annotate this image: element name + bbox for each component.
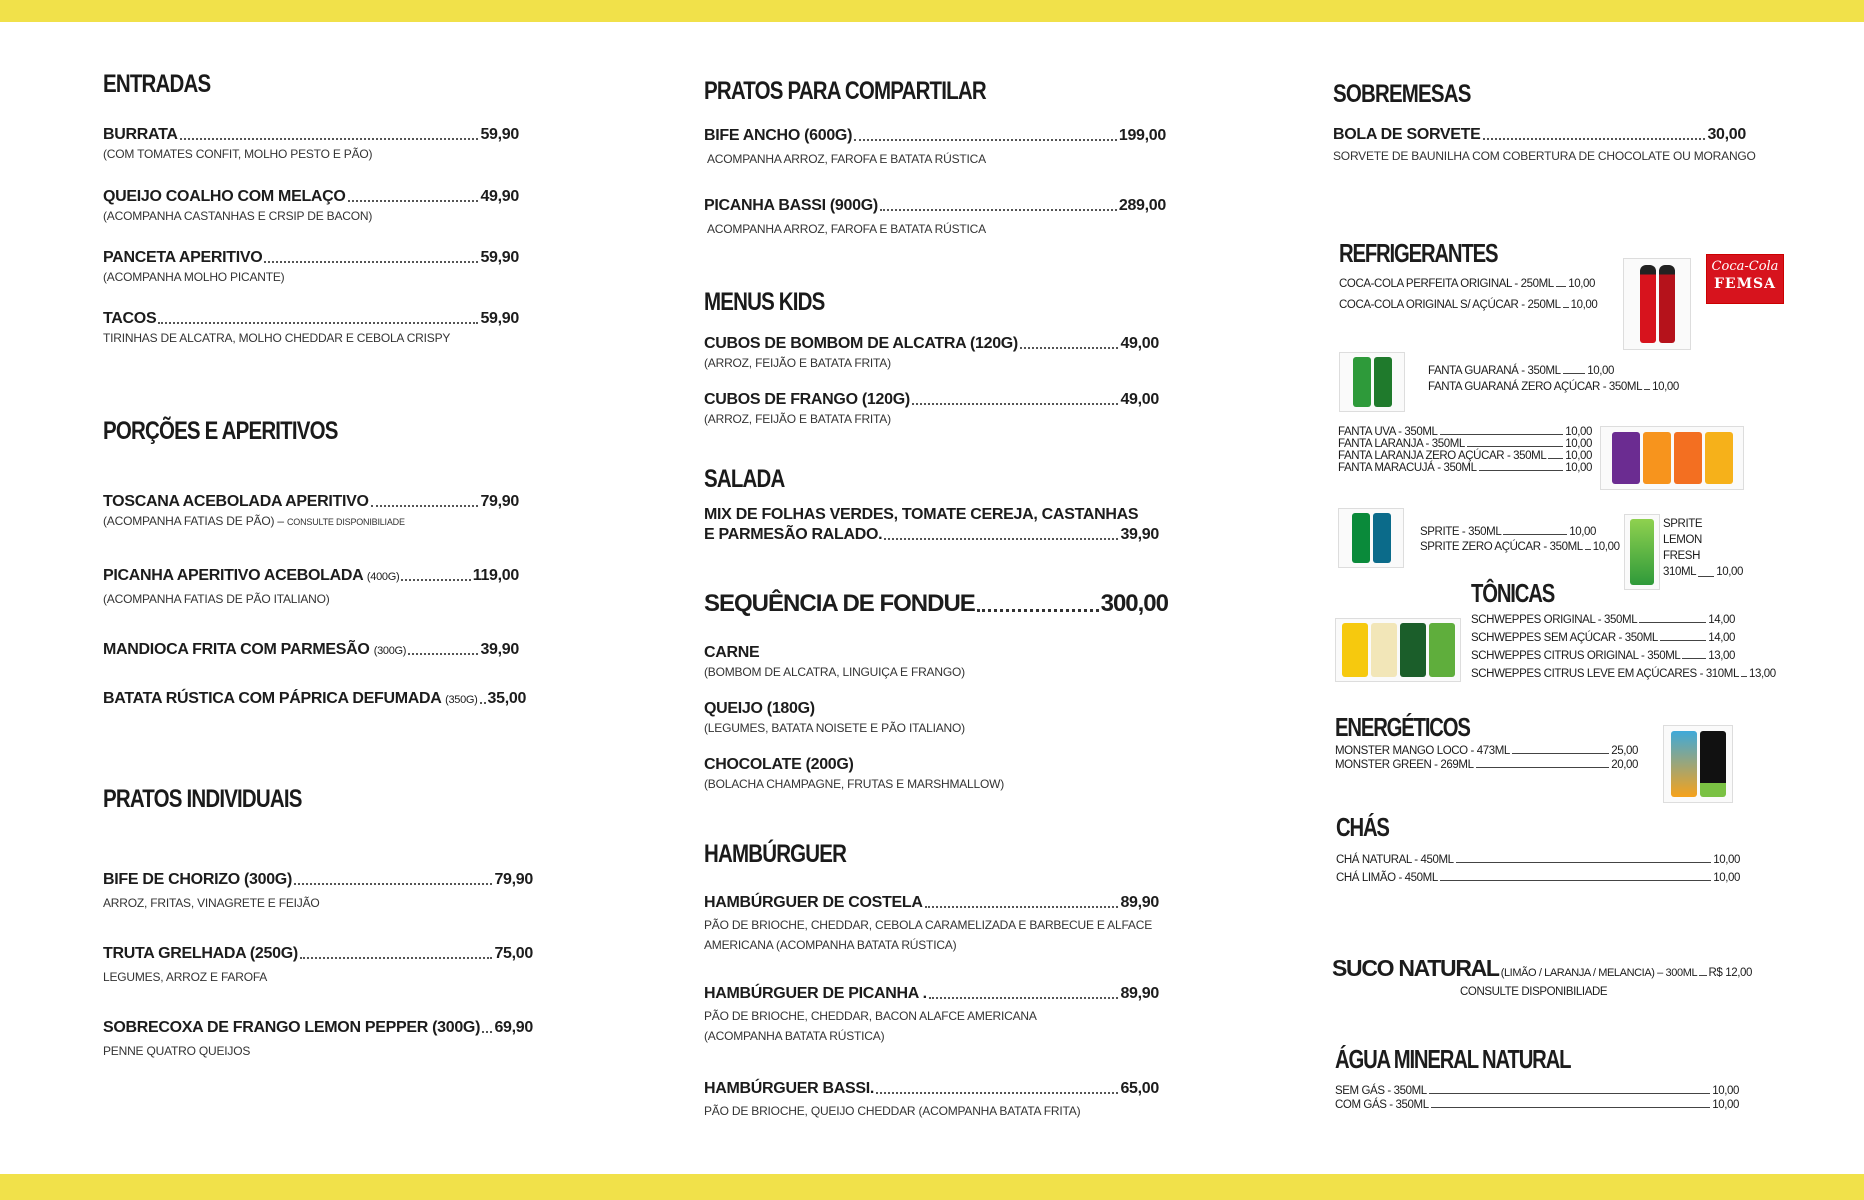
- section-title-fondue: SEQUÊNCIA DE FONDUE: [704, 590, 975, 617]
- item-name: SEM GÁS - 350ML: [1335, 1085, 1427, 1097]
- item-name: FANTA MARACUJÁ - 350ML: [1338, 462, 1477, 474]
- sprite-lemon-fresh-item: [1663, 516, 1743, 580]
- menu-item: [704, 894, 1159, 954]
- item-price: 10,00: [1569, 526, 1596, 538]
- item-name: FANTA GUARANÁ - 350ML: [1428, 365, 1561, 377]
- can-icon: [1429, 623, 1455, 677]
- menu-item: [704, 335, 1159, 371]
- top-yellow-band: [0, 0, 1864, 22]
- item-name: COM GÁS - 350ML: [1335, 1099, 1429, 1111]
- item-desc-2: (ACOMPANHA BATATA RÚSTICA): [704, 1029, 885, 1043]
- item-desc: (ARROZ, FEIJÃO E BATATA FRITA): [704, 356, 891, 370]
- menu-item: [103, 310, 519, 346]
- item-price: 30,00: [1707, 126, 1746, 143]
- can-icon: [1612, 432, 1640, 484]
- menu-item: [704, 197, 1166, 237]
- section-title-tonicas: TÔNICAS: [1471, 578, 1555, 608]
- menu-item: [1333, 126, 1756, 164]
- item-name: FANTA GUARANÁ ZERO AÇÚCAR - 350ML: [1428, 381, 1643, 393]
- can-icon: [1674, 432, 1702, 484]
- item-price: 10,00: [1592, 541, 1620, 553]
- item-price: 49,90: [480, 188, 519, 205]
- item-name: TOSCANA ACEBOLADA APERITIVO: [103, 493, 369, 510]
- section-title-agua: ÁGUA MINERAL NATURAL: [1335, 1044, 1571, 1074]
- fanta-cans-image: [1600, 426, 1744, 490]
- item-weight: (400G): [366, 571, 400, 583]
- section-title-individuais: PRATOS INDIVIDUAIS: [103, 785, 302, 813]
- fanta-guarana-list: [1428, 365, 1679, 393]
- item-desc: (COM TOMATES CONFIT, MOLHO PESTO E PÃO): [103, 147, 373, 161]
- item-name: PICANHA BASSI (900G): [704, 197, 878, 214]
- item-price: 119,00: [472, 567, 519, 584]
- chas-list: [1336, 854, 1740, 884]
- section-title-kids: MENUS KIDS: [704, 288, 825, 316]
- item-price: 79,90: [494, 871, 533, 888]
- item-desc: PÃO DE BRIOCHE, CHEDDAR, BACON ALAFCE AMERICANA: [704, 1009, 1037, 1023]
- sprite-list: [1420, 526, 1620, 553]
- item-desc: PÃO DE BRIOCHE, CHEDDAR, CEBOLA CARAMELIZADA E BARBECUE E ALFACE: [704, 918, 1152, 932]
- section-title-sobremesas: SOBREMESAS: [1333, 80, 1471, 108]
- can-icon: [1353, 357, 1371, 407]
- fanta-list: [1338, 426, 1592, 474]
- item-name: COCA-COLA ORIGINAL S/ AÇÚCAR - 250ML: [1339, 299, 1561, 311]
- item-price: 10,00: [1565, 450, 1592, 462]
- menu-item: [103, 567, 519, 607]
- item-name: HAMBÚRGUER BASSI.: [704, 1080, 875, 1097]
- item-desc: LEGUMES, ARROZ E FAROFA: [103, 970, 268, 984]
- item-price: 59,90: [480, 310, 519, 327]
- section-title-chas: CHÁS: [1336, 812, 1389, 842]
- item-desc: (ARROZ, FEIJÃO E BATATA FRITA): [704, 412, 891, 426]
- item-name: SPRITE ZERO AÇÚCAR - 350ML: [1420, 541, 1583, 553]
- can-icon: [1352, 513, 1370, 563]
- item-name: CUBOS DE BOMBOM DE ALCATRA (120G): [704, 335, 1018, 352]
- menu-item: [103, 945, 533, 985]
- menu-item: [704, 985, 1159, 1045]
- item-price: 10,00: [1716, 566, 1743, 578]
- item-name: LEMON: [1663, 534, 1702, 546]
- schweppes-cans-image: [1335, 618, 1461, 682]
- logo-text-sub: FEMSA: [1713, 276, 1777, 292]
- item-name: FRESH: [1663, 550, 1700, 562]
- item-desc: ARROZ, FRITAS, VINAGRETE E FEIJÃO: [103, 896, 320, 910]
- menu-item: [103, 871, 533, 911]
- item-price: 10,00: [1713, 872, 1740, 884]
- item-price: 79,90: [480, 493, 519, 510]
- item-name: SPRITE: [1663, 518, 1703, 530]
- suco-natural-row: [1332, 955, 1752, 982]
- item-price: 13,00: [1748, 668, 1776, 680]
- item-price: 59,90: [480, 249, 519, 266]
- can-icon: [1671, 731, 1697, 797]
- menu-item: [704, 644, 1159, 680]
- logo-text: Coca-Cola: [1711, 259, 1779, 274]
- section-title-suco: SUCO NATURAL: [1332, 955, 1499, 981]
- item-desc: ACOMPANHA ARROZ, FAROFA E BATATA RÚSTICA: [707, 152, 986, 166]
- item-size: 310ML: [1663, 566, 1697, 578]
- item-price: 199,00: [1118, 127, 1166, 144]
- menu-item: [704, 700, 1159, 736]
- item-name: SOBRECOXA DE FRANGO LEMON PEPPER (300G): [103, 1019, 481, 1036]
- item-price: 10,00: [1568, 278, 1595, 290]
- menu-item: [103, 1019, 533, 1059]
- can-icon: [1705, 432, 1733, 484]
- item-desc: (BOLACHA CHAMPAGNE, FRUTAS E MARSHMALLOW): [704, 777, 1005, 791]
- can-icon: [1374, 357, 1392, 407]
- item-price: 10,00: [1565, 462, 1592, 474]
- item-name: TACOS: [103, 310, 157, 327]
- item-name-cont: E PARMESÃO RALADO.: [704, 526, 883, 543]
- section-title-hamburguer: HAMBÚRGUER: [704, 840, 847, 868]
- tonicas-list: [1471, 614, 1776, 680]
- item-name: PANCETA APERITIVO: [103, 249, 263, 266]
- can-icon: [1373, 513, 1391, 563]
- item-name: COCA-COLA PERFEITA ORIGINAL - 250ML: [1339, 278, 1554, 290]
- item-name: SCHWEPPES SEM AÇÚCAR - 350ML: [1471, 632, 1658, 644]
- item-name: CARNE: [704, 644, 760, 661]
- item-name: BURRATA: [103, 126, 178, 143]
- item-desc: PÃO DE BRIOCHE, QUEIJO CHEDDAR (ACOMPANHA BATATA FRITA): [704, 1104, 1081, 1118]
- item-name: MONSTER GREEN - 269ML: [1335, 759, 1474, 771]
- item-name: BIFE DE CHORIZO (300G): [103, 871, 292, 888]
- item-name: SCHWEPPES CITRUS ORIGINAL - 350ML: [1471, 650, 1681, 662]
- agua-list: [1335, 1085, 1739, 1111]
- item-name: CHOCOLATE (200G): [704, 756, 854, 773]
- item-name: HAMBÚRGUER DE PICANHA .: [704, 985, 927, 1002]
- suco-note: CONSULTE DISPONIBILIADE: [1460, 986, 1608, 998]
- fondue-price: 300,00: [1100, 590, 1168, 617]
- menu-item: [704, 391, 1159, 427]
- suco-price: R$ 12,00: [1708, 967, 1752, 979]
- item-price: 10,00: [1652, 381, 1679, 393]
- item-price: 14,00: [1708, 614, 1735, 626]
- item-desc: (ACOMPANHA FATIAS DE PÃO ITALIANO): [103, 592, 330, 606]
- item-price: 10,00: [1565, 426, 1592, 438]
- menu-item: [704, 506, 1159, 544]
- fanta-guarana-cans-image: [1339, 352, 1405, 412]
- item-desc: (ACOMPANHA FATIAS DE PÃO) –: [103, 514, 287, 528]
- item-price: 65,00: [1120, 1080, 1159, 1097]
- item-name: SPRITE - 350ML: [1420, 526, 1502, 538]
- can-icon: [1630, 519, 1654, 585]
- item-price: 35,00: [487, 690, 527, 707]
- item-price: 20,00: [1611, 759, 1638, 771]
- item-desc: ACOMPANHA ARROZ, FAROFA E BATATA RÚSTICA: [707, 222, 986, 236]
- item-name: BOLA DE SORVETE: [1333, 126, 1481, 143]
- item-price: 289,00: [1118, 197, 1166, 214]
- item-price: 25,00: [1611, 745, 1638, 757]
- energeticos-list: [1335, 745, 1638, 771]
- item-price: 10,00: [1587, 365, 1614, 377]
- item-weight: (350G): [445, 694, 478, 706]
- item-price: 10,00: [1570, 299, 1598, 311]
- item-name: BIFE ANCHO (600G): [704, 127, 853, 144]
- item-desc-2: AMERICANA (ACOMPANHA BATATA RÚSTICA): [704, 938, 957, 952]
- section-title-compartilhar: PRATOS PARA COMPARTILAR: [704, 77, 986, 105]
- item-price: 49,00: [1120, 335, 1159, 352]
- item-price: 39,90: [1120, 526, 1159, 543]
- item-price: 39,90: [480, 641, 519, 658]
- coca-cola-bottles-image: [1623, 258, 1691, 350]
- item-name: QUEIJO (180G): [704, 700, 815, 717]
- menu-item: [103, 690, 527, 708]
- item-price: 89,90: [1120, 985, 1159, 1002]
- section-title-energeticos: ENERGÉTICOS: [1335, 712, 1470, 742]
- item-desc: TIRINHAS DE ALCATRA, MOLHO CHEDDAR E CEBOLA CRISPY: [103, 331, 451, 345]
- item-name: FANTA LARANJA - 350ML: [1338, 438, 1465, 450]
- item-price: 10,00: [1712, 1085, 1739, 1097]
- item-price: 14,00: [1708, 632, 1735, 644]
- menu-item: [103, 641, 519, 659]
- item-name: PICANHA APERITIVO ACEBOLADA: [103, 567, 363, 584]
- item-name: HAMBÚRGUER DE COSTELA: [704, 894, 923, 911]
- menu-item: [704, 127, 1166, 167]
- item-name: SCHWEPPES CITRUS LEVE EM AÇÚCARES - 310ML: [1471, 668, 1739, 680]
- can-icon: [1643, 432, 1671, 484]
- section-title-refrigerantes: REFRIGERANTES: [1339, 238, 1498, 268]
- item-desc: SORVETE DE BAUNILHA COM COBERTURA DE CHOCOLATE OU MORANGO: [1333, 149, 1756, 163]
- item-price: 10,00: [1713, 854, 1740, 866]
- sprite-lemon-fresh-image: [1624, 514, 1660, 590]
- monster-cans-image: [1663, 725, 1733, 803]
- item-desc: (BOMBOM DE ALCATRA, LINGUIÇA E FRANGO): [704, 665, 965, 679]
- menu-item: [103, 249, 519, 285]
- item-name: CUBOS DE FRANGO (120G): [704, 391, 910, 408]
- item-name: FANTA UVA - 350ML: [1338, 426, 1438, 438]
- item-desc: (LEGUMES, BATATA NOISETE E PÃO ITALIANO): [704, 721, 965, 735]
- item-price: 13,00: [1708, 650, 1735, 662]
- item-name: CHÁ LIMÃO - 450ML: [1336, 872, 1438, 884]
- item-name: FANTA LARANJA ZERO AÇÚCAR - 350ML: [1338, 450, 1547, 462]
- item-price: 10,00: [1565, 438, 1592, 450]
- coca-cola-list: [1339, 278, 1598, 311]
- sprite-cans-image: [1338, 508, 1404, 568]
- menu-item: [704, 756, 1159, 792]
- item-price: 75,00: [494, 945, 533, 962]
- can-icon: [1400, 623, 1426, 677]
- item-desc: (ACOMPANHA MOLHO PICANTE): [103, 270, 285, 284]
- item-price: 59,90: [480, 126, 519, 143]
- item-desc: PENNE QUATRO QUEIJOS: [103, 1044, 251, 1058]
- suco-detail: (LIMÃO / LARANJA / MELANCIA) – 300ML: [1500, 967, 1698, 979]
- can-icon: [1371, 623, 1397, 677]
- item-desc-note: CONSULTE DISPONIBILIADE: [287, 517, 405, 527]
- item-weight: (300G): [373, 645, 407, 657]
- menu-item: [103, 493, 519, 530]
- item-price: 10,00: [1712, 1099, 1739, 1111]
- coca-cola-femsa-logo: [1706, 254, 1784, 304]
- item-name: QUEIJO COALHO COM MELAÇO: [103, 188, 346, 205]
- can-icon: [1342, 623, 1368, 677]
- item-price: 49,00: [1120, 391, 1159, 408]
- item-name: MIX DE FOLHAS VERDES, TOMATE CEREJA, CASTANHAS: [704, 506, 1139, 523]
- item-price: 89,90: [1120, 894, 1159, 911]
- section-title-entradas: ENTRADAS: [103, 70, 211, 98]
- item-name: MANDIOCA FRITA COM PARMESÃO: [103, 641, 370, 658]
- can-icon: [1700, 731, 1726, 797]
- bottle-icon: [1659, 265, 1675, 343]
- item-name: BATATA RÚSTICA COM PÁPRICA DEFUMADA: [103, 690, 441, 707]
- fondue-heading: [704, 590, 1168, 618]
- item-desc: (ACOMPANHA CASTANHAS E CRSIP DE BACON): [103, 209, 373, 223]
- bottle-icon: [1640, 265, 1656, 343]
- menu-item: [103, 188, 519, 224]
- menu-item: [704, 1080, 1159, 1122]
- item-name: MONSTER MANGO LOCO - 473ML: [1335, 745, 1510, 757]
- item-name: TRUTA GRELHADA (250G): [103, 945, 298, 962]
- item-name: SCHWEPPES ORIGINAL - 350ML: [1471, 614, 1638, 626]
- menu-item: [103, 126, 519, 162]
- section-title-porcoes: PORÇÕES E APERITIVOS: [103, 417, 338, 445]
- bottom-yellow-band: [0, 1174, 1864, 1200]
- item-price: 69,90: [494, 1019, 533, 1036]
- section-title-salada: SALADA: [704, 465, 785, 493]
- item-name: CHÁ NATURAL - 450ML: [1336, 854, 1454, 866]
